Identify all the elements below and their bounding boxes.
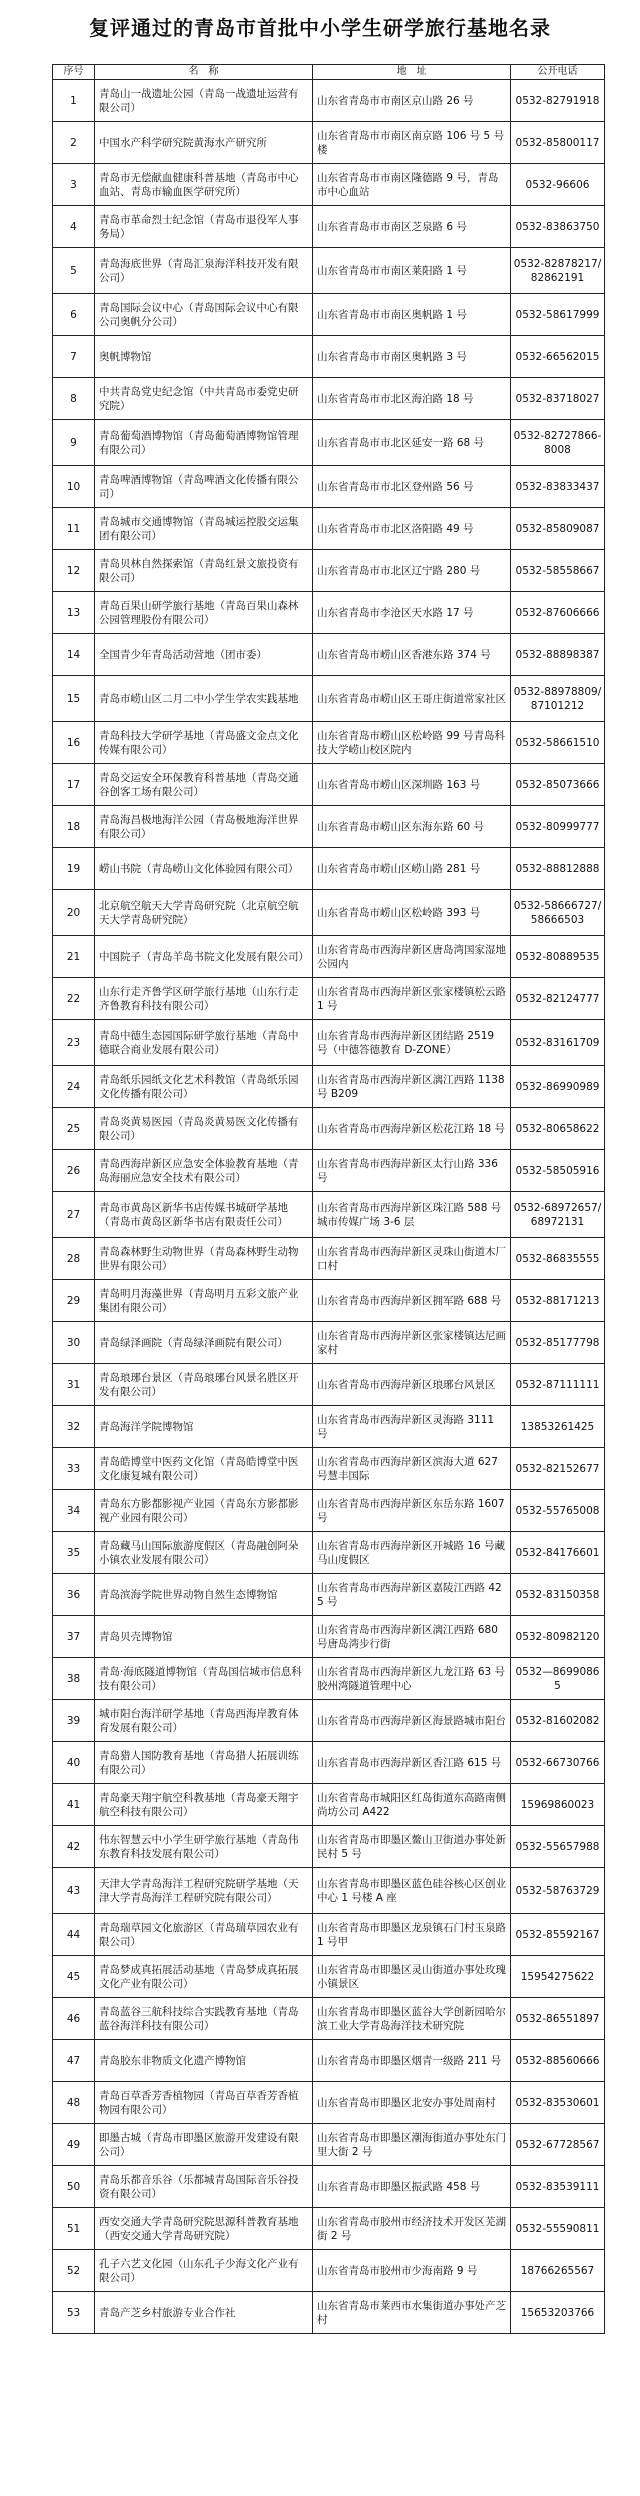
cell-name: 青岛山一战遗址公园（青岛一战遗址运营有限公司） <box>95 80 313 122</box>
cell-phone: 15969860023 <box>511 1784 605 1826</box>
cell-address: 山东省青岛市市北区海泊路 18 号 <box>313 378 511 420</box>
cell-phone: 0532-86835555 <box>511 1238 605 1280</box>
cell-phone: 0532-58661510 <box>511 722 605 764</box>
table-row <box>53 676 605 722</box>
cell-name: 青岛市黄岛区新华书店传媒书城研学基地（青岛市黄岛区新华书店有限责任公司） <box>95 1192 313 1238</box>
cell-no: 5 <box>53 248 95 294</box>
cell-no: 47 <box>53 2040 95 2082</box>
cell-no: 19 <box>53 848 95 890</box>
cell-address: 山东省青岛市莱西市水集街道办事处产芝村 <box>313 2292 511 2334</box>
table-row <box>53 1150 605 1192</box>
cell-address: 山东省青岛市即墨区蓝色硅谷核心区创业中心 1 号楼 A 座 <box>313 1868 511 1914</box>
table-header-row <box>53 65 605 80</box>
cell-phone: 0532-55765008 <box>511 1490 605 1532</box>
table-row <box>53 1826 605 1868</box>
table-row <box>53 1956 605 1998</box>
cell-phone: 0532-80999777 <box>511 806 605 848</box>
cell-no: 28 <box>53 1238 95 1280</box>
cell-name: 全国青少年青岛活动营地（团市委） <box>95 634 313 676</box>
cell-phone: 18766265567 <box>511 2250 605 2292</box>
cell-name: 青岛市无偿献血健康科普基地（青岛市中心血站、青岛市输血医学研究所） <box>95 164 313 206</box>
cell-address: 山东省青岛市崂山区东海东路 60 号 <box>313 806 511 848</box>
table-row <box>53 2292 605 2334</box>
cell-name: 青岛藏马山国际旅游度假区（青岛融创阿朵小镇农业发展有限公司） <box>95 1532 313 1574</box>
table-row <box>53 890 605 936</box>
cell-no: 23 <box>53 1020 95 1066</box>
cell-phone: 13853261425 <box>511 1406 605 1448</box>
cell-name: 青岛贝林自然探索馆（青岛红景文旅投资有限公司） <box>95 550 313 592</box>
cell-no: 2 <box>53 122 95 164</box>
table-row <box>53 1490 605 1532</box>
cell-phone: 0532-85592167 <box>511 1914 605 1956</box>
cell-no: 36 <box>53 1574 95 1616</box>
table-row <box>53 1108 605 1150</box>
cell-address: 山东省青岛市即墨区烟青一级路 211 号 <box>313 2040 511 2082</box>
cell-no: 7 <box>53 336 95 378</box>
cell-no: 30 <box>53 1322 95 1364</box>
cell-phone: 0532-80889535 <box>511 936 605 978</box>
cell-address: 山东省青岛市即墨区潮海街道办事处东门里大街 2 号 <box>313 2124 511 2166</box>
cell-address: 山东省青岛市西海岸新区开城路 16 号藏马山度假区 <box>313 1532 511 1574</box>
cell-address: 山东省青岛市即墨区鳌山卫街道办事处新民村 5 号 <box>313 1826 511 1868</box>
base-list-table <box>52 64 605 2334</box>
cell-no: 13 <box>53 592 95 634</box>
cell-no: 34 <box>53 1490 95 1532</box>
table-row <box>53 508 605 550</box>
cell-address: 山东省青岛市西海岸新区滨海大道 627 号慧丰国际 <box>313 1448 511 1490</box>
cell-no: 35 <box>53 1532 95 1574</box>
cell-address: 山东省青岛市市南区隆德路 9 号，青岛市中心血站 <box>313 164 511 206</box>
cell-no: 44 <box>53 1914 95 1956</box>
cell-no: 8 <box>53 378 95 420</box>
cell-no: 10 <box>53 466 95 508</box>
table-row <box>53 1998 605 2040</box>
cell-address: 山东省青岛市市北区登州路 56 号 <box>313 466 511 508</box>
cell-address: 山东省青岛市崂山区深圳路 163 号 <box>313 764 511 806</box>
cell-name: 青岛东方影都影视产业园（青岛东方影都影视产业园有限公司） <box>95 1490 313 1532</box>
cell-name: 青岛滨海学院世界动物自然生态博物馆 <box>95 1574 313 1616</box>
cell-address: 山东省青岛市西海岸新区松花江路 18 号 <box>313 1108 511 1150</box>
cell-phone: 0532-58617999 <box>511 294 605 336</box>
cell-no: 41 <box>53 1784 95 1826</box>
header-phone: 公开电话 <box>511 65 605 80</box>
table-row <box>53 1066 605 1108</box>
cell-phone: 0532-58558667 <box>511 550 605 592</box>
table-row <box>53 634 605 676</box>
cell-phone: 0532—86990865 <box>511 1658 605 1700</box>
cell-phone: 0532-67728567 <box>511 2124 605 2166</box>
cell-name: 青岛纸乐园纸文化艺术科教馆（青岛纸乐园文化传播有限公司） <box>95 1066 313 1108</box>
cell-name: 奥帆博物馆 <box>95 336 313 378</box>
cell-address: 山东省青岛市西海岸新区张家楼镇达尼画家村 <box>313 1322 511 1364</box>
cell-name: 青岛皓博堂中医药文化馆（青岛皓博堂中医文化康复城有限公司） <box>95 1448 313 1490</box>
cell-name: 青岛猎人国防教育基地（青岛猎人拓展训练有限公司） <box>95 1742 313 1784</box>
cell-address: 山东省青岛市即墨区灵山街道办事处玫瑰小镇景区 <box>313 1956 511 1998</box>
cell-address: 山东省青岛市市北区洛阳路 49 号 <box>313 508 511 550</box>
table-body <box>53 80 605 2334</box>
table-row <box>53 80 605 122</box>
cell-no: 9 <box>53 420 95 466</box>
cell-phone: 0532-83530601 <box>511 2082 605 2124</box>
cell-name: 青岛胶东非物质文化遗产博物馆 <box>95 2040 313 2082</box>
cell-address: 山东省青岛市即墨区龙泉镇石门村玉泉路 1 号甲 <box>313 1914 511 1956</box>
cell-no: 40 <box>53 1742 95 1784</box>
cell-address: 山东省青岛市崂山区崂山路 281 号 <box>313 848 511 890</box>
cell-no: 39 <box>53 1700 95 1742</box>
table-row <box>53 1700 605 1742</box>
cell-no: 52 <box>53 2250 95 2292</box>
table-row <box>53 1020 605 1066</box>
cell-name: 青岛西海岸新区应急安全体验教育基地（青岛海丽应急安全技术有限公司） <box>95 1150 313 1192</box>
cell-phone: 0532-84176601 <box>511 1532 605 1574</box>
cell-no: 22 <box>53 978 95 1020</box>
cell-phone: 0532-88978809/87101212 <box>511 676 605 722</box>
cell-address: 山东省青岛市崂山区松岭路 393 号 <box>313 890 511 936</box>
cell-name: 青岛海底世界（青岛汇泉海洋科技开发有限公司） <box>95 248 313 294</box>
cell-name: 西安交通大学青岛研究院思源科普教育基地（西安交通大学青岛研究院） <box>95 2208 313 2250</box>
cell-address: 山东省青岛市市南区芝泉路 6 号 <box>313 206 511 248</box>
cell-phone: 0532-58505916 <box>511 1150 605 1192</box>
table-row <box>53 1406 605 1448</box>
cell-no: 42 <box>53 1826 95 1868</box>
cell-name: 青岛国际会议中心（青岛国际会议中心有限公司奥帆分公司） <box>95 294 313 336</box>
cell-no: 26 <box>53 1150 95 1192</box>
table-row <box>53 466 605 508</box>
cell-name: 青岛百草香芳香植物园（青岛百草香芳香植物园有限公司） <box>95 2082 313 2124</box>
cell-phone: 0532-68972657/68972131 <box>511 1192 605 1238</box>
cell-name: 青岛交运安全环保教育科普基地（青岛交通谷创客工场有限公司） <box>95 764 313 806</box>
cell-name: 中国水产科学研究院黄海水产研究所 <box>95 122 313 164</box>
cell-phone: 15954275622 <box>511 1956 605 1998</box>
cell-name: 北京航空航天大学青岛研究院（北京航空航天大学青岛研究院） <box>95 890 313 936</box>
cell-no: 4 <box>53 206 95 248</box>
table-row <box>53 2250 605 2292</box>
table-row <box>53 2208 605 2250</box>
table-row <box>53 1914 605 1956</box>
table-row <box>53 2040 605 2082</box>
cell-name: 崂山书院（青岛崂山文化体验园有限公司） <box>95 848 313 890</box>
cell-name: 青岛城市交通博物馆（青岛城运控股交运集团有限公司） <box>95 508 313 550</box>
table-row <box>53 1448 605 1490</box>
cell-no: 29 <box>53 1280 95 1322</box>
cell-address: 山东省青岛市李沧区天水路 17 号 <box>313 592 511 634</box>
cell-phone: 0532-66562015 <box>511 336 605 378</box>
table-row <box>53 1742 605 1784</box>
cell-no: 27 <box>53 1192 95 1238</box>
cell-name: 青岛海昌极地海洋公园（青岛极地海洋世界有限公司） <box>95 806 313 848</box>
cell-no: 38 <box>53 1658 95 1700</box>
cell-name: 青岛市崂山区二月二中小学生学农实践基地 <box>95 676 313 722</box>
cell-no: 25 <box>53 1108 95 1150</box>
cell-phone: 0532-55590811 <box>511 2208 605 2250</box>
cell-name: 孔子六艺文化园（山东孔子少海文化产业有限公司） <box>95 2250 313 2292</box>
cell-phone: 0532-87111111 <box>511 1364 605 1406</box>
cell-address: 山东省青岛市崂山区香港东路 374 号 <box>313 634 511 676</box>
cell-phone: 0532-83539111 <box>511 2166 605 2208</box>
table-row <box>53 978 605 1020</box>
header-no: 序号 <box>53 65 95 80</box>
table-row <box>53 722 605 764</box>
cell-phone: 0532-86551897 <box>511 1998 605 2040</box>
cell-address: 山东省青岛市西海岸新区团结路 2519 号（中德答德教育 D-ZONE） <box>313 1020 511 1066</box>
cell-no: 33 <box>53 1448 95 1490</box>
cell-name: 青岛梦成真拓展活动基地（青岛梦成真拓展文化产业有限公司） <box>95 1956 313 1998</box>
cell-no: 43 <box>53 1868 95 1914</box>
cell-name: 山东行走齐鲁学区研学旅行基地（山东行走齐鲁教育科技有限公司） <box>95 978 313 1020</box>
table-row <box>53 2082 605 2124</box>
cell-address: 山东省青岛市崂山区松岭路 99 号青岛科技大学崂山校区院内 <box>313 722 511 764</box>
cell-address: 山东省青岛市西海岸新区漓江西路 680 号唐岛湾步行街 <box>313 1616 511 1658</box>
table-row <box>53 1280 605 1322</box>
cell-no: 53 <box>53 2292 95 2334</box>
cell-phone: 0532-88812888 <box>511 848 605 890</box>
cell-address: 山东省青岛市胶州市少海南路 9 号 <box>313 2250 511 2292</box>
table-row <box>53 1658 605 1700</box>
cell-address: 山东省青岛市西海岸新区珠江路 588 号城市传媒广场 3-6 层 <box>313 1192 511 1238</box>
cell-no: 45 <box>53 1956 95 1998</box>
cell-address: 山东省青岛市西海岸新区唐岛湾国家湿地公园内 <box>313 936 511 978</box>
cell-address: 山东省青岛市市南区奥帆路 3 号 <box>313 336 511 378</box>
cell-name: 青岛炎黄易医园（青岛炎黄易医文化传播有限公司） <box>95 1108 313 1150</box>
cell-phone: 0532-96606 <box>511 164 605 206</box>
cell-address: 山东省青岛市市南区莱阳路 1 号 <box>313 248 511 294</box>
document-title: 复评通过的青岛市首批中小学生研学旅行基地名录 <box>89 16 551 40</box>
cell-address: 山东省青岛市西海岸新区张家楼镇松云路 1 号 <box>313 978 511 1020</box>
cell-phone: 0532-82727866-8008 <box>511 420 605 466</box>
cell-name: 中共青岛党史纪念馆（中共青岛市委党史研究院） <box>95 378 313 420</box>
cell-name: 青岛科技大学研学基地（青岛盛文金点文化传媒有限公司） <box>95 722 313 764</box>
cell-name: 青岛绿泽画院（青岛绿泽画院有限公司） <box>95 1322 313 1364</box>
table-row <box>53 2124 605 2166</box>
cell-name: 青岛森林野生动物世界（青岛森林野生动物世界有限公司） <box>95 1238 313 1280</box>
cell-phone: 0532-80658622 <box>511 1108 605 1150</box>
cell-name: 伟东智慧云中小学生研学旅行基地（青岛伟东教育科技发展有限公司） <box>95 1826 313 1868</box>
table-row <box>53 1364 605 1406</box>
cell-no: 20 <box>53 890 95 936</box>
header-name: 名 称 <box>95 65 313 80</box>
table-row <box>53 336 605 378</box>
cell-address: 山东省青岛市西海岸新区嘉陵江西路 425 号 <box>313 1574 511 1616</box>
table-row <box>53 1238 605 1280</box>
cell-name: 即墨古城（青岛市即墨区旅游开发建设有限公司） <box>95 2124 313 2166</box>
cell-name: 青岛瑞草园文化旅游区（青岛瑞草园农业有限公司） <box>95 1914 313 1956</box>
cell-name: 城市阳台海洋研学基地（青岛西海岸教育体育发展有限公司） <box>95 1700 313 1742</box>
cell-phone: 0532-58763729 <box>511 1868 605 1914</box>
cell-address: 山东省青岛市西海岸新区灵海路 3111 号 <box>313 1406 511 1448</box>
table-row <box>53 122 605 164</box>
table-row <box>53 1192 605 1238</box>
cell-address: 山东省青岛市西海岸新区海景路城市阳台 <box>313 1700 511 1742</box>
cell-name: 青岛明月海藻世界（青岛明月五彩文旅产业集团有限公司） <box>95 1280 313 1322</box>
cell-name: 青岛琅琊台景区（青岛琅琊台风景名胜区开发有限公司） <box>95 1364 313 1406</box>
cell-no: 15 <box>53 676 95 722</box>
cell-phone: 0532-83150358 <box>511 1574 605 1616</box>
cell-phone: 0532-88171213 <box>511 1280 605 1322</box>
cell-name: 青岛海洋学院博物馆 <box>95 1406 313 1448</box>
table-row <box>53 164 605 206</box>
cell-address: 山东省青岛市即墨区蓝谷大学创新园哈尔滨工业大学青岛海洋技术研究院 <box>313 1998 511 2040</box>
cell-no: 17 <box>53 764 95 806</box>
cell-address: 山东省青岛市胶州市经济技术开发区芜湖街 2 号 <box>313 2208 511 2250</box>
cell-address: 山东省青岛市即墨区振武路 458 号 <box>313 2166 511 2208</box>
table-row <box>53 248 605 294</box>
cell-phone: 0532-80982120 <box>511 1616 605 1658</box>
table-row <box>53 592 605 634</box>
cell-no: 11 <box>53 508 95 550</box>
cell-phone: 0532-85809087 <box>511 508 605 550</box>
cell-no: 49 <box>53 2124 95 2166</box>
cell-address: 山东省青岛市市南区京山路 26 号 <box>313 80 511 122</box>
cell-phone: 0532-58666727/58666503 <box>511 890 605 936</box>
cell-phone: 0532-83863750 <box>511 206 605 248</box>
cell-name: 中国院子（青岛羊岛书院文化发展有限公司） <box>95 936 313 978</box>
cell-phone: 0532-82791918 <box>511 80 605 122</box>
table-row <box>53 550 605 592</box>
cell-phone: 0532-82878217/82862191 <box>511 248 605 294</box>
cell-phone: 0532-55657988 <box>511 1826 605 1868</box>
cell-no: 16 <box>53 722 95 764</box>
table-row <box>53 1574 605 1616</box>
cell-no: 32 <box>53 1406 95 1448</box>
table-row <box>53 420 605 466</box>
cell-phone: 0532-88560666 <box>511 2040 605 2082</box>
cell-phone: 0532-85800117 <box>511 122 605 164</box>
cell-name: 青岛葡萄酒博物馆（青岛葡萄酒博物馆管理有限公司） <box>95 420 313 466</box>
cell-address: 山东省青岛市西海岸新区太行山路 336 号 <box>313 1150 511 1192</box>
cell-address: 山东省青岛市西海岸新区漓江西路 1138 号 B209 <box>313 1066 511 1108</box>
cell-no: 6 <box>53 294 95 336</box>
cell-no: 51 <box>53 2208 95 2250</box>
cell-phone: 0532-85073666 <box>511 764 605 806</box>
cell-no: 12 <box>53 550 95 592</box>
cell-address: 山东省青岛市西海岸新区九龙江路 63 号胶州湾隧道管理中心 <box>313 1658 511 1700</box>
cell-name: 青岛贝壳博物馆 <box>95 1616 313 1658</box>
cell-no: 1 <box>53 80 95 122</box>
cell-name: 青岛市革命烈士纪念馆（青岛市退役军人事务局） <box>95 206 313 248</box>
table-row <box>53 1784 605 1826</box>
cell-address: 山东省青岛市西海岸新区东岳东路 1607 号 <box>313 1490 511 1532</box>
cell-name: 青岛中德生态园国际研学旅行基地（青岛中德联合商业发展有限公司） <box>95 1020 313 1066</box>
cell-no: 46 <box>53 1998 95 2040</box>
cell-address: 山东省青岛市西海岸新区琅琊台风景区 <box>313 1364 511 1406</box>
cell-no: 48 <box>53 2082 95 2124</box>
table-row <box>53 2166 605 2208</box>
cell-no: 24 <box>53 1066 95 1108</box>
cell-phone: 0532-81602082 <box>511 1700 605 1742</box>
table-row <box>53 1322 605 1364</box>
cell-phone: 0532-66730766 <box>511 1742 605 1784</box>
cell-no: 3 <box>53 164 95 206</box>
cell-name: 青岛豪天翔宇航空科教基地（青岛豪天翔宇航空科技有限公司） <box>95 1784 313 1826</box>
cell-address: 山东省青岛市西海岸新区拥军路 688 号 <box>313 1280 511 1322</box>
table-row <box>53 1868 605 1914</box>
cell-name: 青岛·海底隧道博物馆（青岛国信城市信息科技有限公司） <box>95 1658 313 1700</box>
table-row <box>53 806 605 848</box>
cell-phone: 0532-88898387 <box>511 634 605 676</box>
table-row <box>53 764 605 806</box>
table-row <box>53 378 605 420</box>
cell-name: 青岛啤酒博物馆（青岛啤酒文化传播有限公司） <box>95 466 313 508</box>
cell-address: 山东省青岛市市北区辽宁路 280 号 <box>313 550 511 592</box>
cell-name: 青岛蓝谷三航科技综合实践教育基地（青岛蓝谷海洋科技有限公司） <box>95 1998 313 2040</box>
cell-phone: 15653203766 <box>511 2292 605 2334</box>
cell-phone: 0532-83718027 <box>511 378 605 420</box>
cell-address: 山东省青岛市市南区奥帆路 1 号 <box>313 294 511 336</box>
cell-address: 山东省青岛市崂山区王哥庄街道常家社区 <box>313 676 511 722</box>
table-row <box>53 1532 605 1574</box>
cell-phone: 0532-87606666 <box>511 592 605 634</box>
cell-phone: 0532-85177798 <box>511 1322 605 1364</box>
cell-phone: 0532-83161709 <box>511 1020 605 1066</box>
cell-no: 18 <box>53 806 95 848</box>
cell-no: 37 <box>53 1616 95 1658</box>
cell-address: 山东省青岛市市南区南京路 106 号 5 号楼 <box>313 122 511 164</box>
table-row <box>53 848 605 890</box>
cell-phone: 0532-86990989 <box>511 1066 605 1108</box>
table-row <box>53 206 605 248</box>
cell-phone: 0532-82152677 <box>511 1448 605 1490</box>
cell-name: 青岛乐都音乐谷（乐都城青岛国际音乐谷投资有限公司） <box>95 2166 313 2208</box>
cell-name: 青岛百果山研学旅行基地（青岛百果山森林公园管理股份有限公司） <box>95 592 313 634</box>
table-row <box>53 936 605 978</box>
cell-name: 青岛产芝乡村旅游专业合作社 <box>95 2292 313 2334</box>
cell-no: 21 <box>53 936 95 978</box>
cell-address: 山东省青岛市市北区延安一路 68 号 <box>313 420 511 466</box>
header-address: 地 址 <box>313 65 511 80</box>
table-row <box>53 294 605 336</box>
cell-name: 天津大学青岛海洋工程研究院研学基地（天津大学青岛海洋工程研究院有限公司） <box>95 1868 313 1914</box>
cell-no: 50 <box>53 2166 95 2208</box>
table-row <box>53 1616 605 1658</box>
cell-address: 山东省青岛市即墨区北安办事处周南村 <box>313 2082 511 2124</box>
cell-phone: 0532-83833437 <box>511 466 605 508</box>
cell-address: 山东省青岛市西海岸新区灵珠山街道木厂口村 <box>313 1238 511 1280</box>
cell-address: 山东省青岛市西海岸新区香江路 615 号 <box>313 1742 511 1784</box>
cell-address: 山东省青岛市城阳区红岛街道东高路南侧尚坊公司 A422 <box>313 1784 511 1826</box>
cell-phone: 0532-82124777 <box>511 978 605 1020</box>
cell-no: 14 <box>53 634 95 676</box>
cell-no: 31 <box>53 1364 95 1406</box>
